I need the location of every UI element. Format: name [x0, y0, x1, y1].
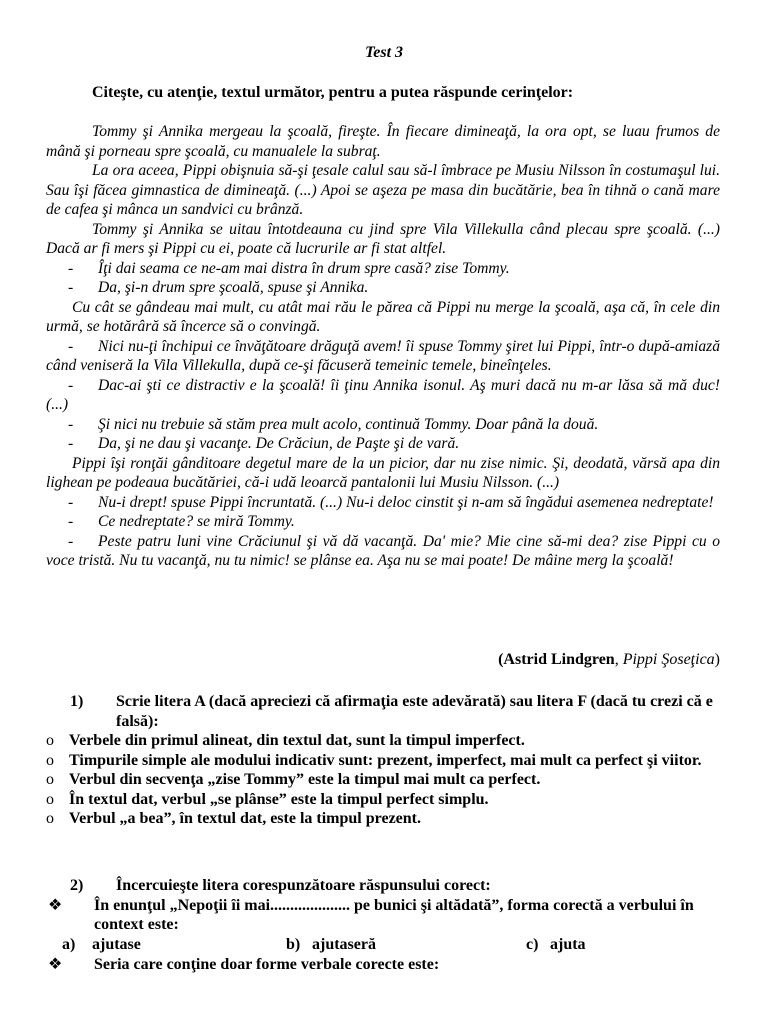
dialogue-line [46, 259, 720, 279]
question-2-header [46, 876, 722, 896]
dialogue-line [46, 512, 720, 532]
question-prompt: Încercuieşte litera corespunzătoare răspunsului corect: [116, 877, 491, 894]
choice-c-letter[interactable]: c) [526, 935, 539, 953]
true-false-item [46, 751, 722, 771]
question-prompt: Scrie litera A (dacă apreciezi că afirmaţia este adevărată) sau litera F (dacă tu crezi că e falsă): [116, 693, 713, 730]
dialogue-text: Dac-ai şti ce distractiv e la şcoală! îi ţinu Annika isonul. Aş muri dacă nu m-ar lăsa să mă duc! (...) [46, 376, 720, 413]
circle-bullet-icon: o [46, 810, 54, 827]
story-paragraph-5: Pippi îşi ronţăi gânditoare degetul mare de la un picior, dar nu zise nimic. Şi, deodată, vărsă apa din lighean pe podeaua bucătăriei, că-i udă leoarcă pantalonii lui Musiu Nilsson. (...) [46, 454, 720, 491]
dialogue-line [46, 337, 720, 376]
true-false-statement: În textul dat, verbul „se plânse” este la timpul perfect simplu. [69, 790, 489, 808]
dialogue-text: Îţi dai seama ce ne-am mai distra în drum spre casă? zise Tommy. [98, 259, 510, 277]
dialogue-line [46, 278, 720, 298]
story-paragraph-3: Tommy şi Annika se uitau întotdeauna cu jind spre Vila Villekulla când plecau spre şcoală. (...) Dacă ar fi mers şi Pippi cu ei, poate că lucrurile ar fi stat altfel. [46, 220, 720, 257]
choice-b-letter[interactable]: b) [286, 935, 301, 953]
dialogue-dash: - [68, 513, 74, 530]
dialogue-text: Da, şi ne dau şi vacanţe. De Crăciun, de Paşte şi de vară. [98, 435, 460, 452]
choice-c-text: ajuta [550, 935, 586, 953]
true-false-item [46, 731, 722, 751]
dialogue-dash: - [68, 259, 74, 277]
choice-b-text: ajutaseră [312, 935, 376, 953]
true-false-statement: Verbele din primul alineat, din textul dat, sunt la timpul imperfect. [69, 732, 525, 749]
page-title: Test 3 [364, 44, 404, 61]
true-false-item [46, 809, 722, 829]
dialogue-dash: - [68, 532, 74, 550]
dialogue-line [46, 434, 720, 454]
true-false-statement: Verbul din secvenţa „zise Tommy” este la timpul mai mult ca perfect. [69, 771, 541, 788]
circle-bullet-icon: o [46, 751, 54, 769]
dialogue-dash: - [68, 376, 74, 394]
question-1 [46, 692, 722, 829]
reading-instruction: Citeşte, cu atenţie, textul următor, pentru a putea răspunde cerinţelor: [92, 84, 574, 101]
answer-choices [46, 935, 722, 955]
diamond-bullet-icon: ❖ [48, 896, 63, 914]
true-false-statement: Verbul „a bea”, în textul dat, este la timpul prezent. [69, 810, 421, 827]
sub-question-text: Seria care conţine doar forme verbale corecte este: [94, 955, 440, 973]
dialogue-line [46, 532, 720, 571]
dialogue-line [46, 415, 720, 435]
book-title: Pippi Şoseţica [622, 651, 715, 668]
question-1-header [46, 692, 722, 731]
dialogue-line [46, 376, 720, 415]
dialogue-text: Da, şi-n drum spre şcoală, spuse şi Annika. [98, 279, 369, 296]
dialogue-text: Peste patru luni vine Crăciunul şi vă dă vacanţă. Da' mie? Mie cine să-mi dea? zise Pippi cu o voce tristă. Nu tu vacanţă, nu tu nimic! se plânse ea. Aşa nu se mai poate! De mâine merg la şcoală! [46, 532, 720, 569]
true-false-statement: Timpurile simple ale modului indicativ sunt: prezent, imperfect, mai mult ca perfect şi viitor. [69, 751, 702, 769]
choice-a-letter[interactable]: a) [62, 935, 76, 953]
dialogue-dash: - [68, 337, 74, 355]
dialogue-text: Nici nu-ţi închipui ce învăţătoare drăguţă avem! îi spuse Tommy şiret lui Pippi, într-o după-amiază când veniseră la Vila Villekulla, după ce-şi făcuseră temeinic temele, bineînţeles. [46, 337, 720, 374]
story-paragraph-1: Tommy şi Annika mergeau la şcoală, fireşte. În fiecare dimineaţă, la ora opt, se luau frumos de mână şi porneau spre şcoală, cu manualele la subraţ. [46, 123, 720, 160]
circle-bullet-icon: o [46, 732, 54, 749]
story-paragraph-2: La ora aceea, Pippi obişnuia să-şi ţesale calul sau să-l îmbrace pe Musiu Nilsson în costumaşul lui. Sau îşi făcea gimnastica de dimineaţă. (...) Apoi se aşeza pe masa din bucătărie, bea în tihnă o cană mare de cafea şi mânca un sandvici cu brânză. [46, 162, 720, 218]
question-2 [46, 876, 722, 974]
choice-a-text: ajutase [92, 935, 141, 953]
dialogue-dash: - [68, 415, 74, 433]
sub-question-2 [46, 955, 722, 975]
story-paragraph-4: Cu cât se gândeau mai mult, cu atât mai rău le părea că Pippi nu merge la şcoală, aşa că, în cele din urmă, se hotărâră să încerce să o convingă. [46, 298, 720, 335]
story-text [46, 122, 720, 571]
circle-bullet-icon: o [46, 771, 54, 788]
diamond-bullet-icon: ❖ [48, 955, 63, 973]
dialogue-text: Şi nici nu trebuie să stăm prea mult acolo, continuă Tommy. Doar până la două. [98, 415, 599, 433]
source-citation: (Astrid Lindgren, Pippi Şoseţica) [498, 651, 720, 668]
dialogue-dash: - [68, 279, 74, 296]
dialogue-dash: - [68, 435, 74, 452]
question-number: 1) [70, 693, 84, 710]
sub-question-text: În enunţul „Nepoţii îi mai.................... pe bunici şi altădată”, forma corectă a verbului în context este: [94, 896, 694, 933]
sub-question-1 [46, 896, 722, 935]
question-number: 2) [70, 877, 84, 894]
true-false-item [46, 770, 722, 790]
dialogue-line [46, 493, 720, 513]
dialogue-dash: - [68, 493, 74, 511]
circle-bullet-icon: o [46, 790, 54, 808]
dialogue-text: Nu-i drept! spuse Pippi încruntată. (...) Nu-i deloc cinstit şi n-am să îngădui asemenea nedreptate! [98, 493, 714, 511]
dialogue-text: Ce nedreptate? se miră Tommy. [98, 513, 295, 530]
author-name: Astrid Lindgren [503, 651, 615, 668]
true-false-item [46, 790, 722, 810]
